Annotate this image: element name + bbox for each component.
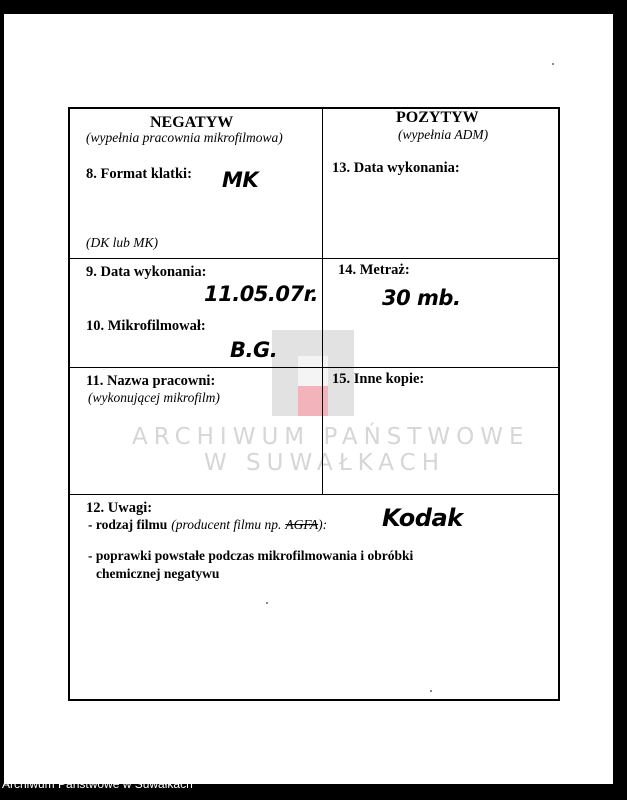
film-type-hint-struck: AGFA (285, 517, 319, 532)
format-hint: (DK lub MK) (86, 235, 158, 250)
scan-border (613, 0, 627, 800)
negatyw-subtitle: (wypełnia pracownia mikrofilmowa) (86, 130, 283, 145)
lab-label: 11. Nazwa pracowni: (86, 373, 216, 389)
uwagi-label: 12. Uwagi: (86, 500, 153, 516)
pozytyw-title: POZYTYW (396, 109, 479, 126)
corrections-line1: - poprawki powstałe podczas mikrofilmowania i obróbki (88, 548, 414, 563)
scan-speck (266, 602, 268, 604)
operator-label: 10. Mikrofilmował: (86, 318, 206, 334)
scan-speck (430, 690, 432, 692)
negatyw-title: NEGATYW (150, 114, 234, 131)
format-value: MK (222, 168, 259, 192)
row-divider-3 (69, 494, 559, 495)
pozytyw-date-label: 13. Data wykonania: (332, 160, 460, 176)
row-divider-1 (69, 258, 559, 259)
film-type-value: Kodak (382, 504, 463, 532)
film-type-hint-open: (producent filmu np. (171, 517, 282, 532)
row-divider-2 (69, 367, 559, 368)
operator-value: B.G. (230, 338, 278, 362)
length-value: 30 mb. (382, 286, 461, 310)
format-label: 8. Format klatki: (86, 166, 192, 182)
footer-text: Archiwum Państwowe w Suwałkach (2, 777, 193, 791)
film-type-prefix: - rodzaj filmu (88, 517, 168, 532)
copies-label: 15. Inne kopie: (332, 371, 425, 387)
watermark-line2: W SUWAŁKACH (204, 450, 445, 476)
negatyw-date-value: 11.05.07r. (204, 282, 318, 306)
film-type-hint-close: ): (318, 517, 328, 532)
column-divider-top (322, 108, 323, 494)
length-label: 14. Metraż: (338, 262, 410, 278)
pozytyw-subtitle: (wypełnia ADM) (398, 127, 489, 142)
watermark-line1: ARCHIWUM PAŃSTWOWE (132, 424, 530, 450)
lab-hint: (wykonującej mikrofilm) (88, 390, 220, 405)
negatyw-date-label: 9. Data wykonania: (86, 264, 207, 280)
scan-speck (552, 63, 554, 65)
film-type-line (88, 516, 327, 534)
corrections-line2: chemicznej negatywu (96, 566, 220, 581)
